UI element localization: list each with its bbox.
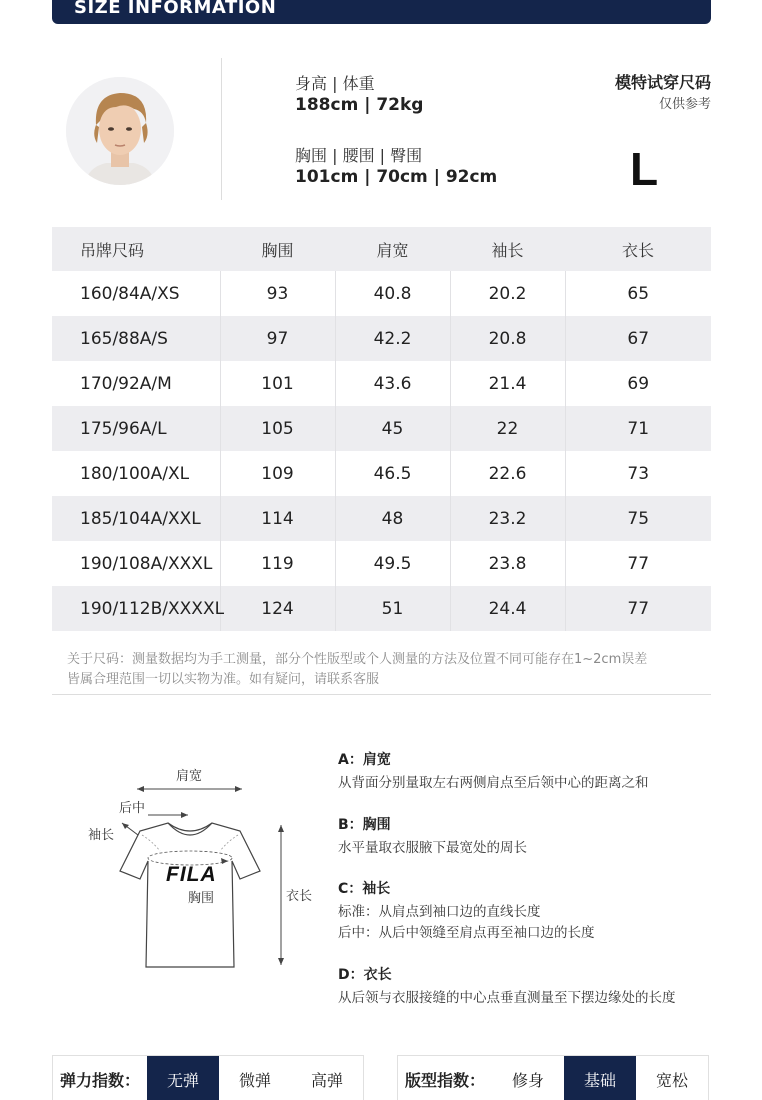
col-header-sleeve: 袖长 bbox=[450, 227, 565, 271]
elasticity-option-slight[interactable]: 微弹 bbox=[238, 1070, 271, 1090]
guide-c-title: C：袖长 bbox=[338, 881, 391, 897]
cell-sleeve: 24.4 bbox=[450, 586, 565, 631]
label-sleeve-length: 袖长 bbox=[88, 828, 115, 843]
label-shoulder-width: 肩宽 bbox=[176, 769, 203, 784]
page-title: SIZE INFORMATION bbox=[74, 0, 277, 18]
fit-option-loose[interactable]: 宽松 bbox=[655, 1070, 688, 1090]
table-header-row bbox=[52, 227, 711, 271]
cell-length: 69 bbox=[565, 361, 711, 406]
cell-length: 67 bbox=[565, 316, 711, 361]
guide-a-desc: 从背面分别量取左右两侧肩点至后领中心的距离之和 bbox=[338, 775, 649, 791]
cell-chest: 109 bbox=[220, 451, 335, 496]
cell-chest: 114 bbox=[220, 496, 335, 541]
cell-length: 71 bbox=[565, 406, 711, 451]
cell-sleeve: 22 bbox=[450, 406, 565, 451]
elasticity-index-bar bbox=[52, 1055, 364, 1100]
model-size-note: 仅供参考 bbox=[658, 97, 711, 112]
cell-sleeve: 23.8 bbox=[450, 541, 565, 586]
table-row bbox=[52, 586, 711, 631]
cell-size: 180/100A/XL bbox=[80, 463, 190, 484]
vertical-divider bbox=[221, 58, 222, 200]
table-row bbox=[52, 271, 711, 316]
cell-shoulder: 45 bbox=[335, 406, 450, 451]
cell-sleeve: 23.2 bbox=[450, 496, 565, 541]
table-row bbox=[52, 496, 711, 541]
cell-sleeve: 22.6 bbox=[450, 451, 565, 496]
table-row bbox=[52, 451, 711, 496]
label-back-center: 后中 bbox=[119, 801, 146, 816]
cell-sleeve: 21.4 bbox=[450, 361, 565, 406]
col-header-chest: 胸围 bbox=[220, 227, 335, 271]
cell-sleeve: 20.2 bbox=[450, 271, 565, 316]
table-row bbox=[52, 541, 711, 586]
col-header-size: 吊牌尺码 bbox=[52, 227, 220, 271]
elasticity-option-none[interactable]: 无弹 bbox=[147, 1056, 219, 1100]
cell-chest: 105 bbox=[220, 406, 335, 451]
cell-chest: 97 bbox=[220, 316, 335, 361]
cell-shoulder: 51 bbox=[335, 586, 450, 631]
fit-label: 版型指数： bbox=[404, 1070, 485, 1090]
fit-index-bar bbox=[397, 1055, 709, 1100]
cell-size: 185/104A/XXL bbox=[52, 496, 220, 541]
cell-shoulder: 40.8 bbox=[335, 271, 450, 316]
cell-shoulder: 43.6 bbox=[335, 361, 450, 406]
guide-a-title: A：肩宽 bbox=[338, 752, 391, 768]
model-size-title: 模特试穿尺码 bbox=[614, 73, 711, 92]
cell-shoulder: 46.5 bbox=[335, 451, 450, 496]
table-row bbox=[52, 361, 711, 406]
cell-chest: 93 bbox=[220, 271, 335, 316]
cell-shoulder: 42.2 bbox=[335, 316, 450, 361]
table-row bbox=[52, 316, 711, 361]
size-table bbox=[52, 227, 711, 631]
guide-d-desc: 从后领与衣服接缝的中心点垂直测量至下摆边缘处的长度 bbox=[338, 990, 676, 1006]
measurements-value: 101cm | 70cm | 92cm bbox=[295, 167, 498, 187]
table-row bbox=[52, 406, 711, 451]
cell-length: 73 bbox=[565, 451, 711, 496]
guide-b-title: B：胸围 bbox=[338, 817, 391, 833]
col-header-shoulder: 肩宽 bbox=[335, 227, 450, 271]
cell-length: 75 bbox=[565, 496, 711, 541]
label-body-length: 衣长 bbox=[286, 889, 313, 904]
guide-c-desc-2: 后中：从后中领缝至肩点再至袖口边的长度 bbox=[338, 925, 595, 941]
cell-shoulder: 49.5 bbox=[335, 541, 450, 586]
col-header-length: 衣长 bbox=[565, 227, 711, 271]
guide-c-desc-1: 标准：从肩点到袖口边的直线长度 bbox=[338, 904, 541, 920]
fit-option-regular[interactable]: 基础 bbox=[564, 1056, 636, 1100]
cell-length: 65 bbox=[565, 271, 711, 316]
elasticity-label: 弹力指数： bbox=[59, 1070, 140, 1090]
cell-length: 77 bbox=[565, 541, 711, 586]
size-note-line-1: 关于尺码：测量数据均为手工测量，部分个性版型或个人测量的方法及位置不同可能存在1~2cm误差 bbox=[67, 652, 648, 667]
fit-option-slim[interactable]: 修身 bbox=[511, 1070, 544, 1090]
model-avatar bbox=[66, 77, 174, 185]
elasticity-option-high[interactable]: 高弹 bbox=[310, 1070, 343, 1090]
guide-b-desc: 水平量取衣服腋下最宽处的周长 bbox=[338, 840, 527, 856]
cell-chest: 101 bbox=[220, 361, 335, 406]
measurements-label: 胸围 | 腰围 | 臀围 bbox=[295, 146, 423, 165]
height-weight-value: 188cm | 72kg bbox=[295, 95, 424, 115]
fila-logo: FILA bbox=[166, 863, 217, 886]
cell-length: 77 bbox=[565, 586, 711, 631]
cell-size: 170/92A/M bbox=[80, 373, 172, 394]
garment-diagram bbox=[80, 755, 330, 980]
cell-shoulder: 48 bbox=[335, 496, 450, 541]
cell-size: 190/112B/XXXXL bbox=[52, 586, 220, 631]
cell-chest: 119 bbox=[220, 541, 335, 586]
height-weight-label: 身高 | 体重 bbox=[295, 74, 375, 93]
cell-size: 190/108A/XXXL bbox=[80, 553, 213, 574]
cell-size: 160/84A/XS bbox=[80, 283, 180, 304]
header-bar bbox=[52, 0, 711, 24]
model-size-value: L bbox=[630, 143, 659, 195]
model-portrait-icon bbox=[66, 77, 174, 185]
cell-size: 165/88A/S bbox=[52, 316, 220, 361]
horizontal-divider bbox=[52, 694, 711, 695]
cell-sleeve: 20.8 bbox=[450, 316, 565, 361]
label-chest: 胸围 bbox=[188, 891, 215, 906]
cell-chest: 124 bbox=[220, 586, 335, 631]
size-note-line-2: 皆属合理范围一切以实物为准。如有疑问，请联系客服 bbox=[67, 672, 380, 687]
cell-size: 175/96A/L bbox=[52, 406, 220, 451]
guide-d-title: D：衣长 bbox=[338, 967, 392, 983]
